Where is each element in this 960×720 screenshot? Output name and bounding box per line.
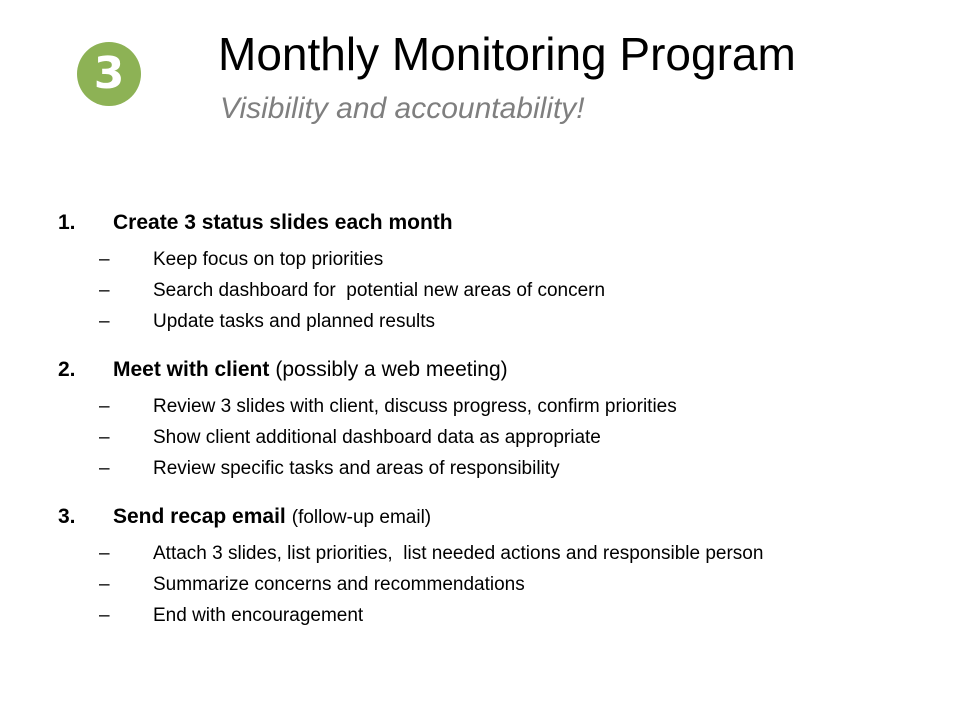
dash-bullet: – bbox=[99, 574, 110, 595]
step-heading bbox=[58, 353, 918, 387]
list-item-text: End with encouragement bbox=[153, 605, 364, 626]
list-item bbox=[58, 244, 918, 275]
list-item bbox=[58, 569, 918, 600]
step-number: 3. bbox=[58, 505, 76, 528]
step-section bbox=[58, 500, 918, 631]
page-subtitle: Visibility and accountability! bbox=[220, 92, 585, 125]
page-title: Monthly Monitoring Program bbox=[218, 28, 796, 80]
list-item bbox=[58, 538, 918, 569]
list-item-text: Search dashboard for potential new areas of concern bbox=[153, 280, 606, 301]
step-heading bbox=[58, 500, 918, 534]
list-item-text: Review specific tasks and areas of responsibility bbox=[153, 458, 560, 479]
step-subitems bbox=[58, 244, 918, 337]
step-title: Create 3 status slides each month bbox=[113, 211, 453, 234]
dash-bullet: – bbox=[99, 249, 110, 270]
step-section bbox=[58, 206, 918, 337]
dash-bullet: – bbox=[99, 280, 110, 301]
dash-bullet: – bbox=[99, 396, 110, 417]
step-number-badge: 3 bbox=[77, 42, 141, 106]
step-subitems bbox=[58, 538, 918, 631]
list-item-text: Review 3 slides with client, discuss progress, confirm priorities bbox=[153, 396, 677, 417]
step-note: (possibly a web meeting) bbox=[275, 358, 508, 381]
dash-bullet: – bbox=[99, 605, 110, 626]
list-item-text: Update tasks and planned results bbox=[153, 311, 436, 332]
list-item-text: Show client additional dashboard data as appropriate bbox=[153, 427, 601, 448]
list-item bbox=[58, 275, 918, 306]
step-section bbox=[58, 353, 918, 484]
list-item bbox=[58, 453, 918, 484]
list-item bbox=[58, 306, 918, 337]
list-item-text: Attach 3 slides, list priorities, list needed actions and responsible person bbox=[153, 543, 764, 564]
list-item-text: Keep focus on top priorities bbox=[153, 249, 384, 270]
dash-bullet: – bbox=[99, 311, 110, 332]
step-note: (follow-up email) bbox=[291, 507, 432, 528]
step-subitems bbox=[58, 391, 918, 484]
list-item bbox=[58, 391, 918, 422]
step-number: 1. bbox=[58, 211, 76, 234]
list-item-text: Summarize concerns and recommendations bbox=[153, 574, 525, 595]
dash-bullet: – bbox=[99, 427, 110, 448]
list-item bbox=[58, 600, 918, 631]
list-item bbox=[58, 422, 918, 453]
steps-list bbox=[58, 206, 918, 647]
step-heading bbox=[58, 206, 918, 240]
step-title: Meet with client bbox=[113, 358, 270, 381]
step-title: Send recap email bbox=[113, 505, 286, 528]
dash-bullet: – bbox=[99, 458, 110, 479]
dash-bullet: – bbox=[99, 543, 110, 564]
step-number: 2. bbox=[58, 358, 76, 381]
